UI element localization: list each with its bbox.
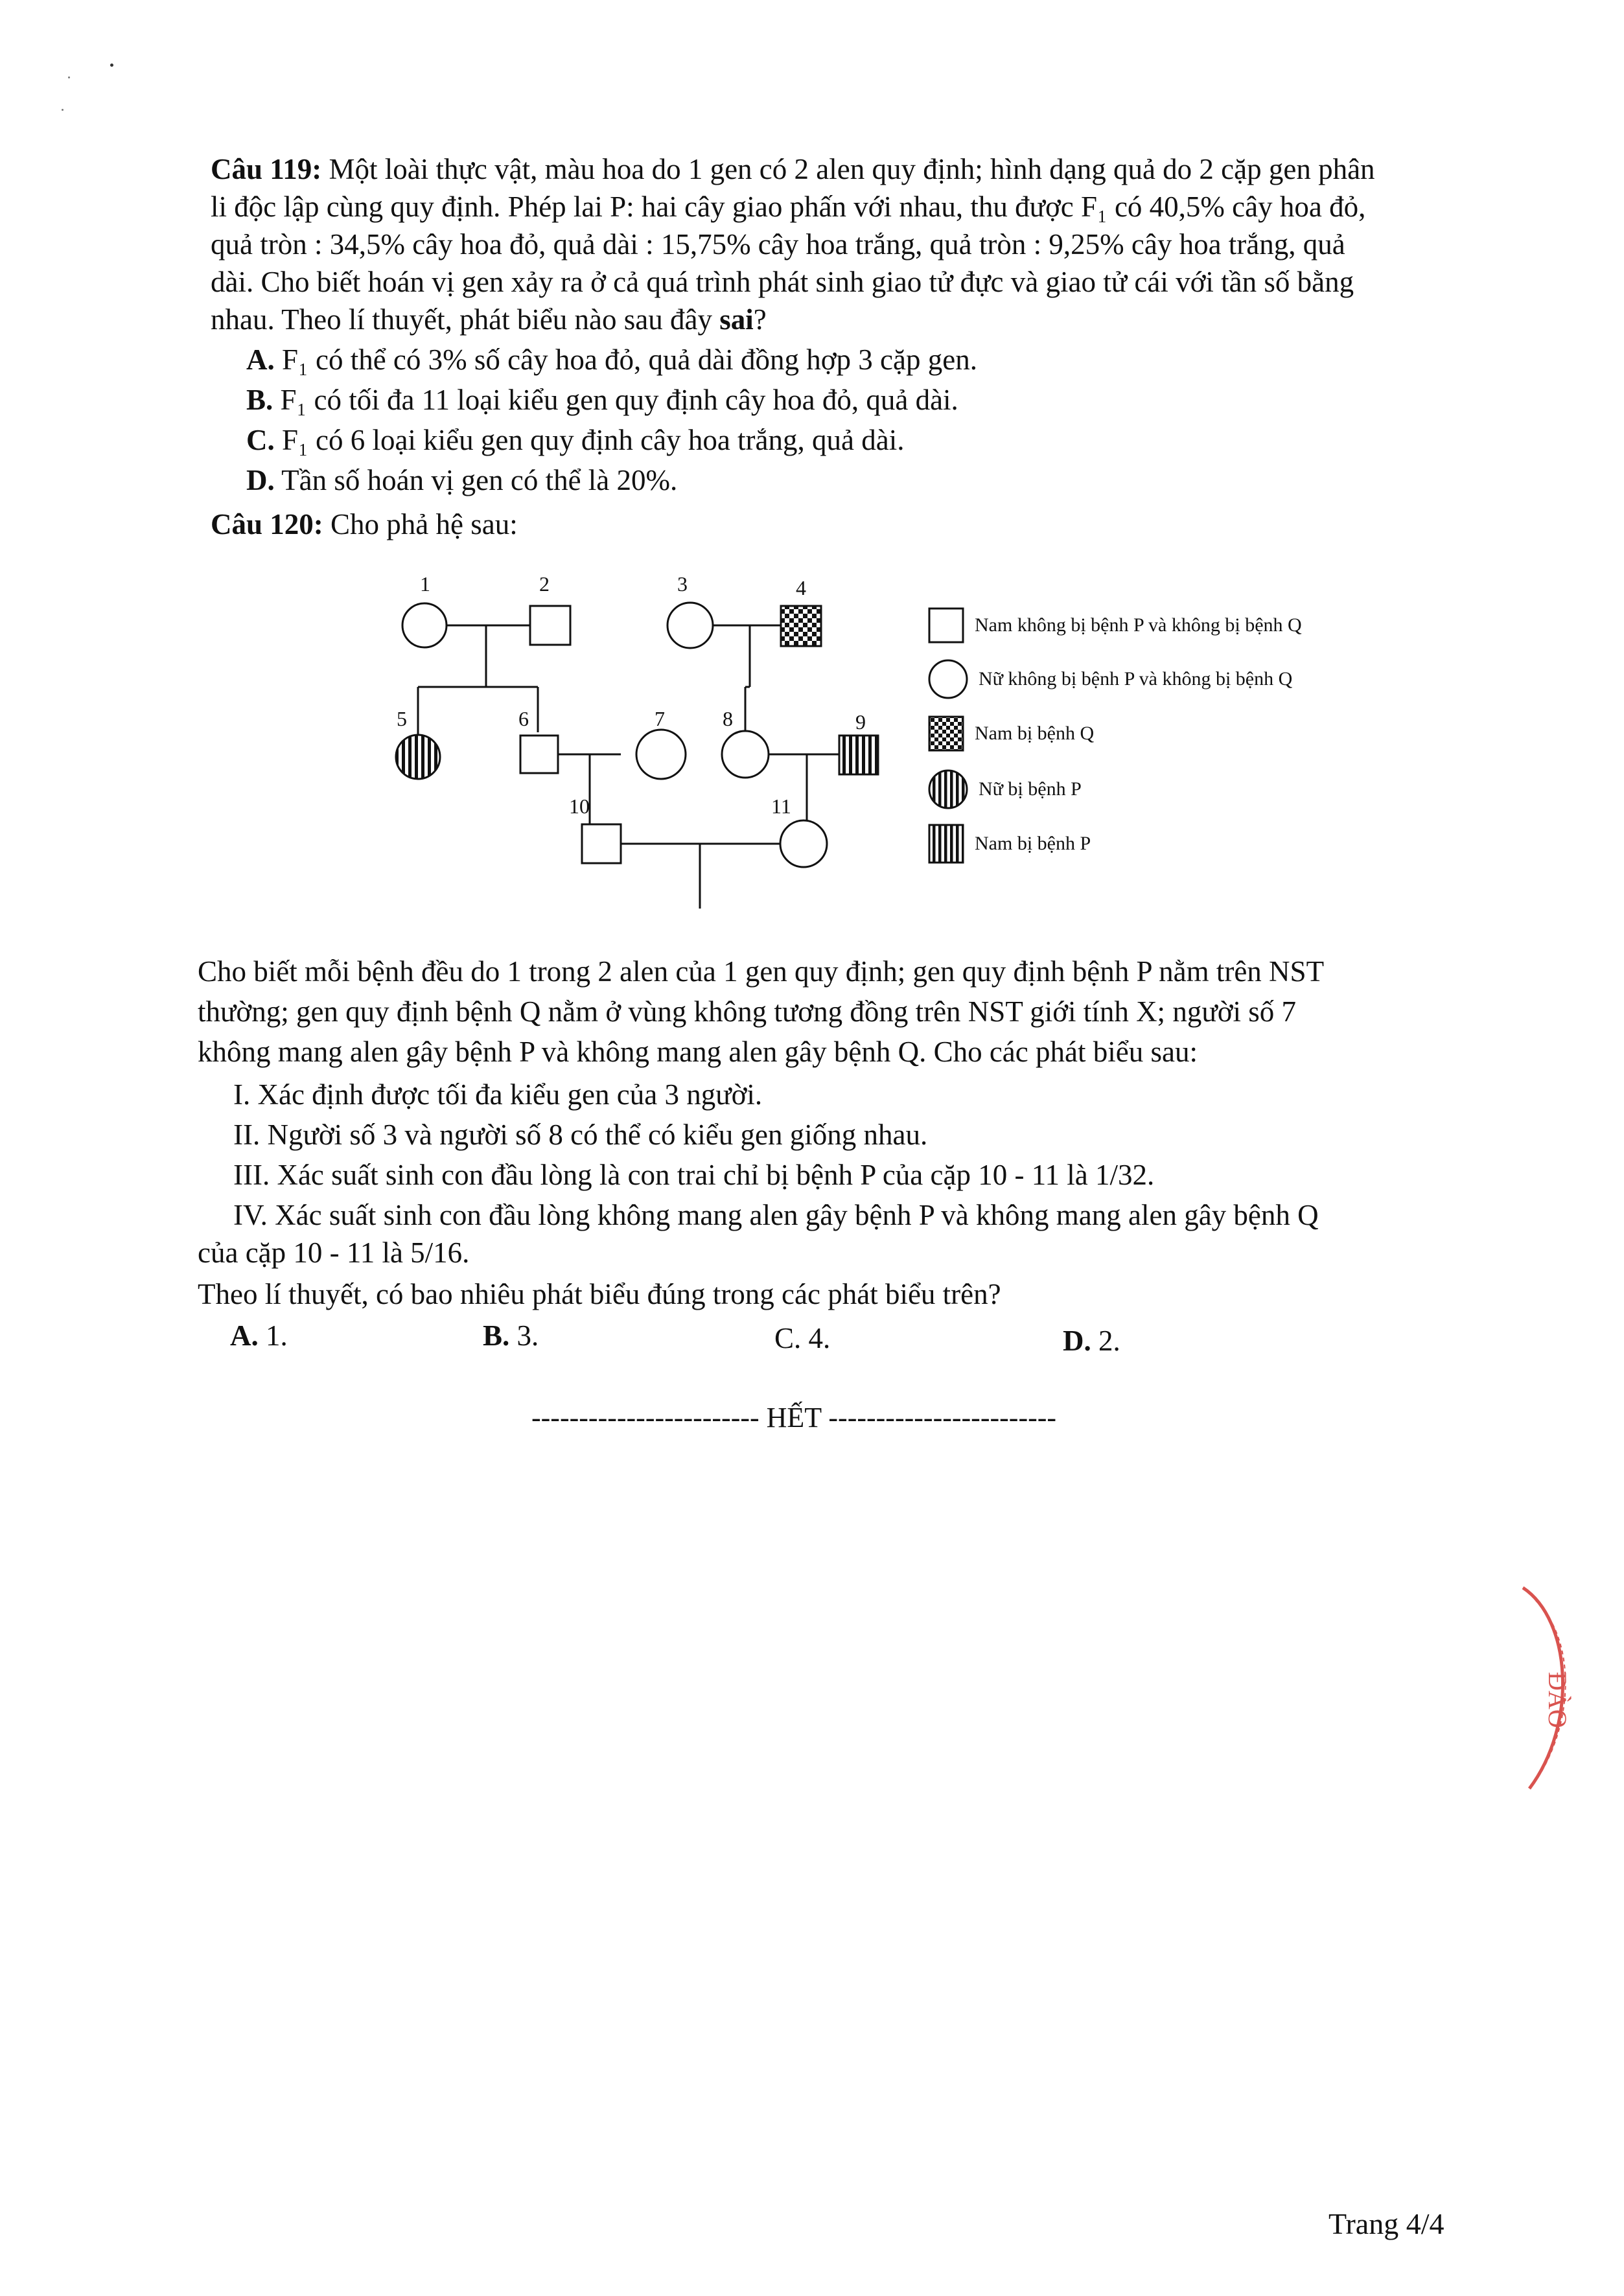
- q120-body-line-1: Cho biết mỗi bệnh đều do 1 trong 2 alen của 1 gen quy định; gen quy định bệnh P nằm trên NST: [198, 955, 1325, 988]
- official-stamp: [1510, 1581, 1588, 1802]
- q120-answer-a: A. 1.: [230, 1319, 288, 1352]
- q119-label: Câu 119:: [211, 153, 322, 185]
- pedigree-number-3: 3: [677, 572, 688, 596]
- pedigree-number-9: 9: [855, 710, 866, 734]
- individual-10-male: [582, 824, 621, 863]
- q119-option-a: A. F₁ có thể có 3% số cây hoa đỏ, quả dài đồng hợp 3 cặp gen.: [246, 343, 977, 376]
- q120-question: Theo lí thuyết, có bao nhiêu phát biểu đúng trong các phát biểu trên?: [198, 1278, 1001, 1310]
- pedigree-number-5: 5: [397, 707, 407, 730]
- pedigree-number-10: 10: [569, 794, 590, 818]
- legend-male-disease-p: Nam bị bệnh P: [927, 824, 1091, 863]
- q119-line-4: dài. Cho biết hoán vị gen xảy ra ở cả quá trình phát sinh giao tử đực và giao tử cái với tần số bằng: [211, 266, 1354, 298]
- q120-body-line-3: không mang alen gây bệnh P và không mang alen gây bệnh Q. Cho các phát biểu sau:: [198, 1036, 1198, 1068]
- statement-1: I. Xác định được tối đa kiểu gen của 3 người.: [233, 1078, 763, 1111]
- male-disease-q-icon: [927, 714, 966, 753]
- female-disease-p-icon: [927, 768, 969, 811]
- emphasis-sai: sai: [719, 303, 754, 336]
- legend-female-disease-p: Nữ bị bệnh P: [927, 770, 1082, 809]
- pedigree-number-4: 4: [796, 576, 806, 599]
- scan-speck: [110, 64, 113, 67]
- q120-answer-d: D. 2.: [1063, 1325, 1120, 1357]
- q120-answer-c: C. 4.: [774, 1322, 831, 1354]
- statement-4: IV. Xác suất sinh con đầu lòng không mang alen gây bệnh P và không mang alen gây bệnh Q: [233, 1199, 1319, 1231]
- q120-intro: Câu 120: Cho phả hệ sau:: [211, 508, 518, 540]
- pedigree-number-8: 8: [723, 707, 733, 730]
- individual-1-female: [402, 603, 447, 647]
- individual-11-female: [780, 820, 827, 867]
- scan-speck: [68, 76, 70, 78]
- pedigree-diagram: [363, 564, 894, 927]
- q120-body-line-2: thường; gen quy định bệnh Q nằm ở vùng không tương đồng trên NST giới tính X; người số 7: [198, 995, 1297, 1028]
- statement-4-continued: của cặp 10 - 11 là 5/16.: [198, 1236, 470, 1269]
- male-disease-p-icon: [927, 822, 966, 865]
- end-marker: ------------------------ HẾT ------------------------: [531, 1402, 1057, 1433]
- q119-line-3: quả tròn : 34,5% cây hoa đỏ, quả dài : 15,75% cây hoa trắng, quả tròn : 9,25% cây hoa trắng, quả: [211, 228, 1345, 261]
- q119-line-1: Câu 119: Một loài thực vật, màu hoa do 1 gen có 2 alen quy định; hình dạng quả do 2 cặp gen phân: [211, 153, 1375, 185]
- q119-line-2: li độc lập cùng quy định. Phép lai P: hai cây giao phấn với nhau, thu được F₁ có 40,5% cây hoa đỏ,: [211, 191, 1366, 223]
- q120-answer-b: B. 3.: [483, 1319, 539, 1352]
- q119-line-5: nhau. Theo lí thuyết, phát biểu nào sau đây sai?: [211, 303, 767, 336]
- legend-healthy-female: Nữ không bị bệnh P và không bị bệnh Q: [927, 660, 1292, 699]
- pedigree-number-1: 1: [420, 572, 430, 596]
- pedigree-number-7: 7: [655, 707, 665, 730]
- healthy-female-icon: [927, 658, 969, 701]
- q120-label: Câu 120:: [211, 508, 323, 540]
- scan-speck: [62, 109, 64, 111]
- pedigree-number-6: 6: [518, 707, 529, 730]
- q119-option-c: C. F₁ có 6 loại kiểu gen quy định cây hoa trắng, quả dài.: [246, 424, 905, 456]
- pedigree-number-11: 11: [771, 794, 791, 818]
- individual-3-female: [667, 603, 713, 648]
- individual-9-male-disease-p: [839, 736, 878, 774]
- individual-6-male: [520, 736, 558, 773]
- legend-male-disease-q: Nam bị bệnh Q: [927, 714, 1094, 753]
- pedigree-number-2: 2: [539, 572, 550, 596]
- statement-2: II. Người số 3 và người số 8 có thể có kiểu gen giống nhau.: [233, 1119, 928, 1151]
- individual-5-female-disease-p: [396, 735, 440, 779]
- individual-4-male-disease-q: [781, 606, 821, 646]
- healthy-male-icon: [927, 606, 966, 645]
- individual-8-female: [722, 731, 769, 778]
- q119-option-d: D. Tần số hoán vị gen có thể là 20%.: [246, 464, 678, 496]
- legend-healthy-male: Nam không bị bệnh P và không bị bệnh Q: [927, 606, 1302, 645]
- page-number: Trang 4/4: [1328, 2207, 1444, 2240]
- q119-option-b: B. F₁ có tối đa 11 loại kiểu gen quy định cây hoa đỏ, quả dài.: [246, 384, 958, 416]
- statement-3: III. Xác suất sinh con đầu lòng là con trai chỉ bị bệnh P của cặp 10 - 11 là 1/32.: [233, 1159, 1155, 1191]
- individual-2-male: [530, 606, 570, 645]
- stamp-text: ĐÀO: [1543, 1672, 1572, 1728]
- individual-7-female: [636, 730, 686, 779]
